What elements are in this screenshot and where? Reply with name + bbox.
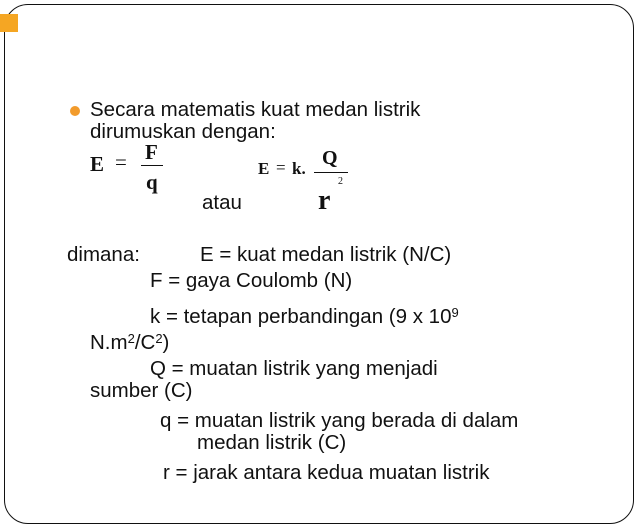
formula1-equals: = [115,150,127,174]
def-k-line-1: k = tetapan perbandingan (9 x $10^9$ [150,305,459,328]
formula1-fraction-bar [141,165,163,166]
formula2-equals: = [276,158,286,177]
formula2-fraction-bar [314,172,348,173]
dimana-label: dimana: [67,243,140,266]
intro-line-1: Secara matematis kuat medan listrik [90,98,421,121]
formula2-lhs: E [258,159,270,178]
bullet-icon [70,106,80,116]
def-q-line-1: q = muatan listrik yang berada di dalam [160,409,519,432]
def-q-line-2: medan listrik (C) [197,431,347,454]
intro-line-2: dirumuskan dengan: [90,120,276,143]
formula2-denominator: r [318,185,331,216]
formula2-numerator: Q [322,147,338,169]
def-Q-line-1: Q = muatan listrik yang menjadi [150,357,438,380]
def-Q-line-2: sumber (C) [90,379,193,402]
def-E: E = kuat medan listrik (N/C) [200,243,452,266]
formula2-exponent: 2 [338,176,343,187]
formula1-numerator: F [145,140,158,164]
formula1-denominator: q [146,170,158,194]
connector-atau: atau [202,191,242,214]
slide-corner-accent [0,14,18,32]
def-r: r = jarak antara kedua muatan listrik [163,461,490,484]
formula2-k: k. [292,159,306,178]
formula1-lhs: E [90,152,105,176]
def-F: F = gaya Coulomb (N) [150,269,353,292]
def-k-line-2: $N.m^2/C^2$) [90,331,170,354]
